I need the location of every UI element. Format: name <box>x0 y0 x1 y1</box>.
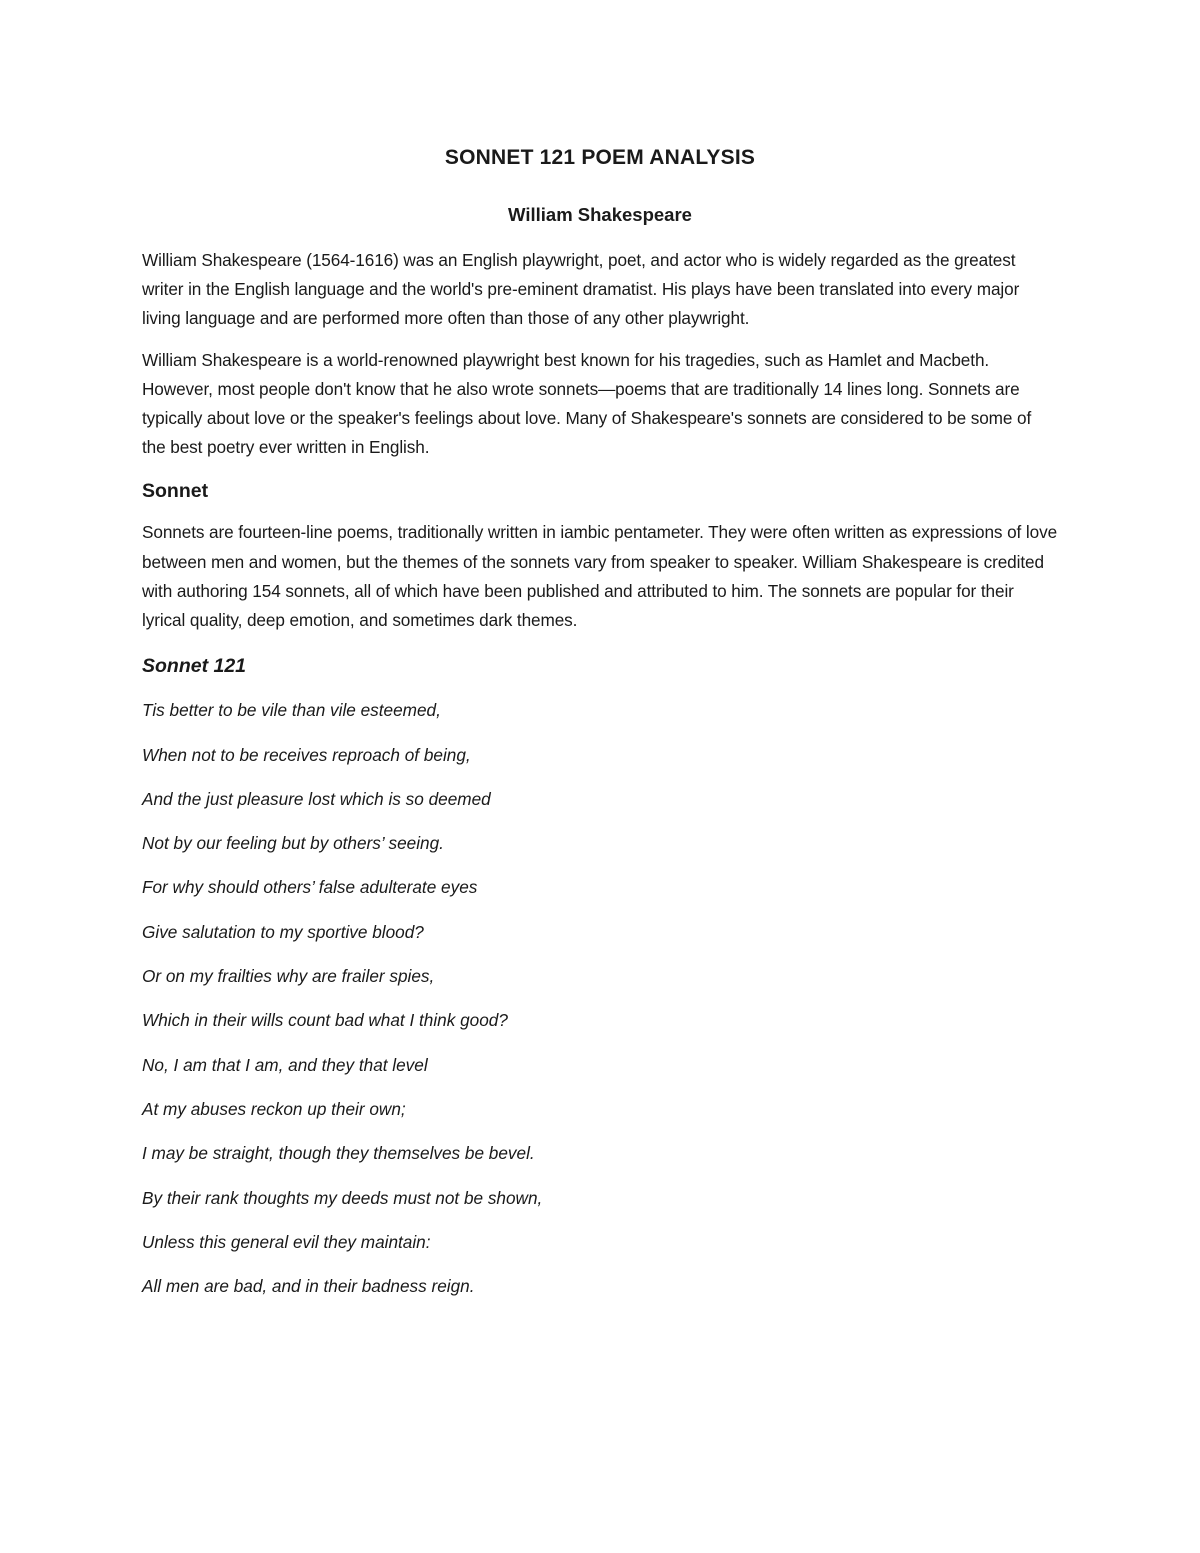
poem-line: No, I am that I am, and they that level <box>142 1054 428 1075</box>
poem-line: Tis better to be vile than vile esteemed, <box>142 700 441 721</box>
poem-lines <box>142 697 1058 1299</box>
poem-heading: Sonnet 121 <box>142 655 247 678</box>
poem-line: By their rank thoughts my deeds must not be shown, <box>142 1187 543 1208</box>
poem-line: When not to be receives reproach of being, <box>142 744 471 765</box>
poem-line: And the just pleasure lost which is so deemed <box>142 788 491 809</box>
poem-line: Which in their wills count bad what I think good? <box>142 1010 508 1031</box>
poem-line: Not by our feeling but by others’ seeing. <box>142 833 444 854</box>
poem-line: At my abuses reckon up their own; <box>142 1098 406 1119</box>
poem-line: Give salutation to my sportive blood? <box>142 921 424 942</box>
poem-line: I may be straight, though they themselves be bevel. <box>142 1143 535 1164</box>
intro-paragraph-1: William Shakespeare (1564-1616) was an English playwright, poet, and actor who is widely regarded as the greatest writer in the English language and the world's pre-eminent dramatist. His plays have been translated into every major living language and are performed more often than those of any other playwright. <box>142 250 1020 329</box>
poem-line: Or on my frailties why are frailer spies, <box>142 966 435 987</box>
document-title: SONNET 121 POEM ANALYSIS <box>444 146 756 169</box>
intro-paragraph-2: William Shakespeare is a world-renowned playwright best known for his tragedies, such as Hamlet and Macbeth. However, most people don't know that he also wrote sonnets—poems that are traditionally 14 lines long. Sonnets are typically about love or the speaker's feelings about love. Many of Shakespeare's sonnets are considered to be some of the best poetry ever written in English. <box>142 349 1032 458</box>
poem-line: Unless this general evil they maintain: <box>142 1231 431 1252</box>
poem-line: All men are bad, and in their badness reign. <box>142 1276 475 1297</box>
sonnet-section-paragraph: Sonnets are fourteen-line poems, traditionally written in iambic pentameter. They were often written as expressions of love between men and women, but the themes of the sonnets vary from speaker to speaker. William Shakespeare is credited with authoring 154 sonnets, all of which have been published and attributed to him. The sonnets are popular for their lyrical quality, deep emotion, and sometimes dark themes. <box>142 522 1058 631</box>
sonnet-section-heading: Sonnet <box>142 480 209 503</box>
poem-line: For why should others’ false adulterate eyes <box>142 877 478 898</box>
document-author: William Shakespeare <box>508 204 692 225</box>
